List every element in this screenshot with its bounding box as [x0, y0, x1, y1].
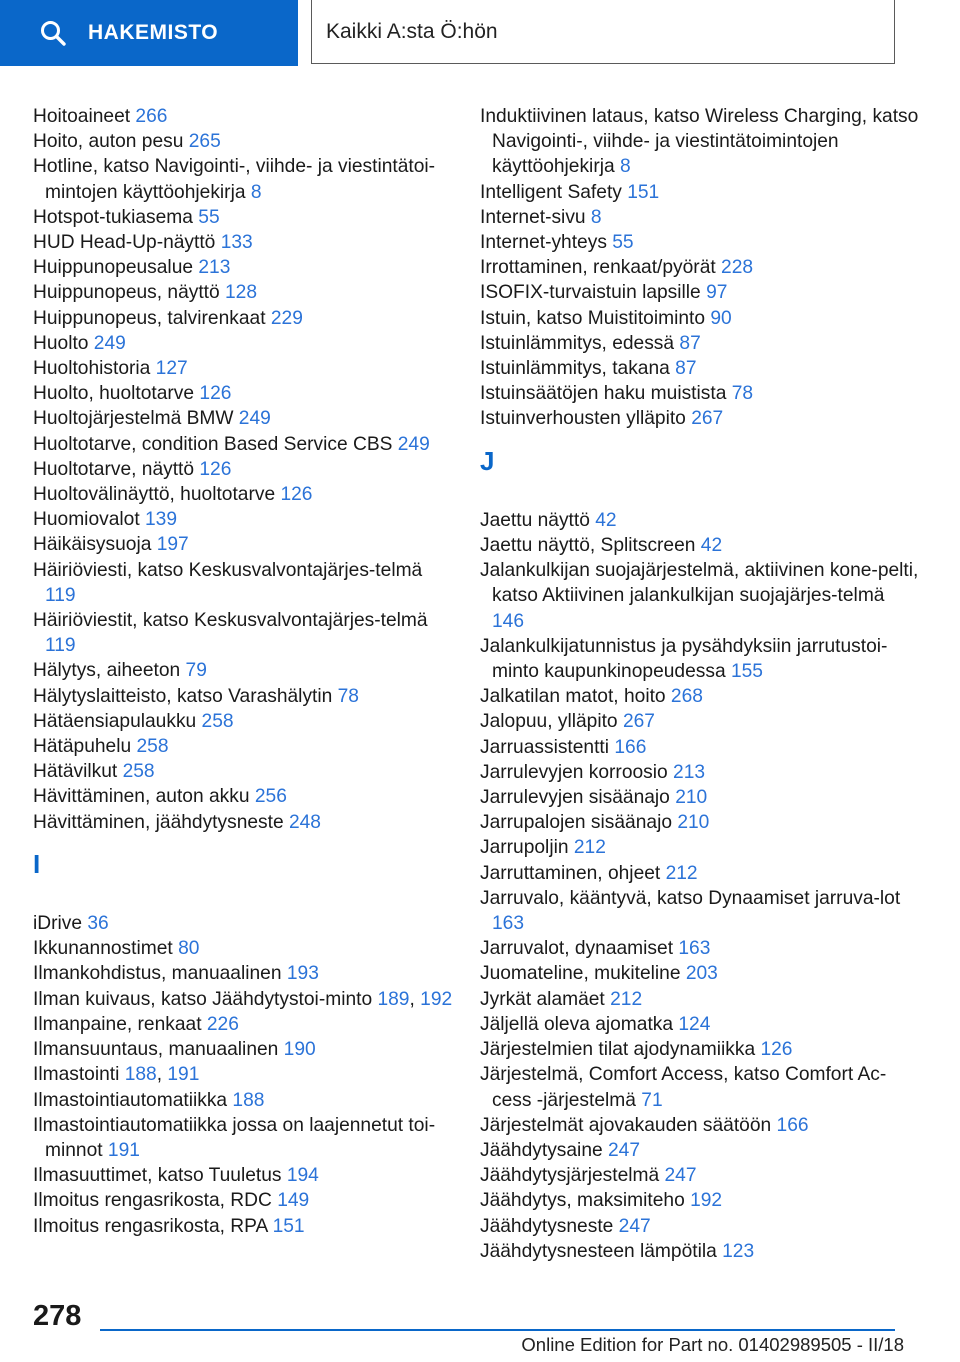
- breadcrumb-label: Kaikki A:sta Ö:hön: [326, 19, 498, 43]
- search-icon: [40, 20, 66, 46]
- page-separator: ,: [156, 1064, 168, 1086]
- index-entry: [33, 129, 453, 154]
- index-entry: [480, 205, 920, 230]
- index-entry-text: Istuinsäätöjen haku muistista: [480, 383, 732, 405]
- page-link[interactable]: 119: [45, 584, 76, 606]
- page-link[interactable]: 249: [238, 408, 271, 430]
- index-entry: [33, 1113, 453, 1163]
- page-link[interactable]: 247: [618, 1215, 651, 1237]
- index-entry-text: Jäähdytysneste: [480, 1215, 619, 1237]
- index-entry-text: Jäähdytysaine: [480, 1139, 608, 1161]
- page-link[interactable]: 212: [573, 837, 606, 859]
- index-entry-text: Jarrupalojen sisäänajo: [480, 812, 678, 834]
- page-link[interactable]: 268: [670, 686, 703, 708]
- index-entry-text: Jarruvalo, kääntyvä, katso Dynaamiset jarruva-lot: [480, 887, 901, 909]
- index-entry: [33, 810, 453, 835]
- index-entry-text: Jarrulevyjen korroosio: [480, 761, 674, 783]
- index-entry-text: Huippunopeus, näyttö: [33, 282, 226, 304]
- index-entry: [33, 306, 453, 331]
- index-entry: [480, 1138, 920, 1163]
- index-entry-text: Ilmastointiautomatiikka jossa on laajennetut toi-minnot: [33, 1114, 436, 1161]
- index-entry: [480, 684, 920, 709]
- page-link[interactable]: 229: [270, 307, 303, 329]
- index-entry: [33, 658, 453, 683]
- page-link[interactable]: 8: [619, 156, 631, 178]
- page-link[interactable]: 267: [691, 408, 724, 430]
- page-link[interactable]: 36: [87, 913, 109, 935]
- index-entry: [480, 735, 920, 760]
- index-entry: [33, 1012, 453, 1037]
- page-link[interactable]: 126: [199, 458, 232, 480]
- page-link[interactable]: 126: [760, 1039, 793, 1061]
- page-link[interactable]: 126: [280, 484, 313, 506]
- index-entry-text: Huolto: [33, 332, 94, 354]
- page-link[interactable]: 265: [188, 131, 221, 153]
- index-entry: [33, 911, 453, 936]
- index-entry-text: Jarruttaminen, ohjeet: [480, 862, 666, 884]
- index-entry: [480, 1239, 920, 1264]
- index-entry-text: Ilmankohdistus, manuaalinen: [33, 963, 287, 985]
- index-entry-text: iDrive: [33, 913, 88, 935]
- index-entry: [33, 331, 453, 356]
- page-link[interactable]: 194: [286, 1165, 319, 1187]
- index-entry: [33, 558, 453, 608]
- index-entry: [33, 432, 453, 457]
- page-link[interactable]: 203: [685, 963, 718, 985]
- page-link[interactable]: 213: [198, 257, 231, 279]
- index-entry: [480, 180, 920, 205]
- page-link[interactable]: 42: [700, 535, 723, 557]
- index-letter-heading: J: [480, 445, 495, 476]
- index-entry: [33, 255, 453, 280]
- index-entry-text: Hätäpuhelu: [33, 736, 137, 758]
- index-entry-text: Huoltojärjestelmä BMW: [33, 408, 239, 430]
- index-entry-text: Häiriöviestit, katso Keskusvalvontajärjes-telmä: [33, 610, 428, 632]
- index-entry-text: Huoltovälinäyttö, huoltotarve: [33, 484, 281, 506]
- index-entry: [33, 457, 453, 482]
- index-entry-text: Jarrupoljin: [480, 837, 574, 859]
- index-entry-text: Huolto, huoltotarve: [33, 383, 200, 405]
- page-link[interactable]: 247: [608, 1139, 641, 1161]
- index-column-left: [33, 104, 453, 1239]
- page-link[interactable]: 188: [124, 1064, 157, 1086]
- index-entry: [33, 532, 453, 557]
- index-entry-text: Ikkunannostimet: [33, 938, 179, 960]
- index-entry: [33, 1062, 453, 1087]
- index-entry: [480, 1037, 920, 1062]
- index-entry-text: Ilmasuuttimet, katso Tuuletus: [33, 1165, 287, 1187]
- index-entry-text: Huomiovalot: [33, 509, 145, 531]
- edition-footer: Online Edition for Part no. 01402989505 - II/18: [521, 1334, 904, 1355]
- index-entry-text: Jalankulkijan suojajärjestelmä, aktiivinen kone-pelti, katso Aktiivinen jalankulkijan suojajärjes-telmä: [480, 560, 919, 607]
- index-entry: [33, 406, 453, 431]
- index-entry-text: Huoltohistoria: [33, 358, 156, 380]
- page-link[interactable]: 126: [199, 383, 232, 405]
- index-entry: [33, 1088, 453, 1113]
- index-entry: [33, 381, 453, 406]
- index-entry: [480, 709, 920, 734]
- index-entry: [480, 381, 920, 406]
- page-link[interactable]: 127: [155, 358, 188, 380]
- index-entry: [480, 306, 920, 331]
- index-entry-text: Ilman kuivaus, katso Jäähdytystoi-minto: [33, 988, 378, 1010]
- page-link[interactable]: 163: [492, 913, 525, 935]
- index-entry-text: ISOFIX-turvaistuin lapsille: [480, 282, 707, 304]
- index-entry: [33, 936, 453, 961]
- page-link[interactable]: 124: [678, 1013, 711, 1035]
- index-entry: [33, 734, 453, 759]
- index-entry-text: Internet-sivu: [480, 206, 591, 228]
- index-entry: [480, 760, 920, 785]
- index-entry-text: Huoltotarve, condition Based Service CBS: [33, 433, 398, 455]
- index-entry-text: Ilmanpaine, renkaat: [33, 1013, 207, 1035]
- index-entry: [480, 785, 920, 810]
- index-entry: [480, 533, 920, 558]
- index-entry-text: Ilmansuuntaus, manuaalinen: [33, 1039, 284, 1061]
- index-entry: [33, 784, 453, 809]
- index-entry: [33, 987, 453, 1012]
- index-entry-text: Jäähdytys, maksimiteho: [480, 1190, 691, 1212]
- index-entry-text: Jäähdytysjärjestelmä: [480, 1165, 665, 1187]
- index-entry: [480, 861, 920, 886]
- page-link[interactable]: 133: [220, 232, 253, 254]
- page-link[interactable]: 42: [595, 509, 617, 531]
- index-entry: [33, 1163, 453, 1188]
- index-entry-text: Järjestelmä, Comfort Access, katso Comfort Ac-cess -järjestelmä: [480, 1064, 887, 1111]
- page-link[interactable]: 79: [185, 660, 207, 682]
- index-entry-text: Hävittäminen, jäähdytysneste: [33, 811, 289, 833]
- page-separator: ,: [409, 988, 421, 1010]
- index-entry-text: Hotspot-tukiasema: [33, 206, 199, 228]
- index-entry: [33, 961, 453, 986]
- index-entry-text: Hoito, auton pesu: [33, 131, 189, 153]
- index-entry-text: Jäähdytysnesteen lämpötila: [480, 1240, 723, 1262]
- page-link[interactable]: 258: [136, 736, 169, 758]
- index-entry-text: Istuin, katso Muistitoiminto: [480, 307, 711, 329]
- page-link[interactable]: 55: [198, 206, 220, 228]
- page-link[interactable]: 151: [272, 1215, 305, 1237]
- index-entry: [480, 280, 920, 305]
- index-entry: [480, 1012, 920, 1037]
- index-entry-text: Hotline, katso Navigointi-, viihde- ja viestintätoi-mintojen käyttöohjekirja: [33, 156, 436, 203]
- page-link[interactable]: 210: [677, 812, 710, 834]
- index-entry-text: Hätävilkut: [33, 761, 123, 783]
- index-entry: [480, 1062, 920, 1112]
- index-entry-text: Irrottaminen, renkaat/pyörät: [480, 257, 722, 279]
- index-entry: [480, 886, 920, 936]
- index-entry: [480, 634, 920, 684]
- page-link[interactable]: 258: [122, 761, 155, 783]
- index-entry: [480, 987, 920, 1012]
- index-entry-text: Hälytys, aiheeton: [33, 660, 186, 682]
- index-entry-text: Hälytyslaitteisto, katso Varashälytin: [33, 685, 338, 707]
- index-column-right: [480, 104, 920, 1264]
- page-link[interactable]: 258: [201, 710, 234, 732]
- page-link[interactable]: 267: [622, 711, 655, 733]
- index-entry-text: Induktiivinen lataus, katso Wireless Charging, katso Navigointi-, viihde- ja viestintätoimintojen käyttöohjekirja: [480, 106, 919, 178]
- page-link[interactable]: 55: [612, 232, 634, 254]
- page-link[interactable]: 78: [731, 383, 754, 405]
- index-entry: [33, 280, 453, 305]
- index-entry-text: Istuinlämmitys, takana: [480, 358, 676, 380]
- page-link[interactable]: 119: [45, 635, 76, 657]
- index-entry-text: Jarrulevyjen sisäänajo: [480, 787, 676, 809]
- index-entry: [33, 684, 453, 709]
- page-link[interactable]: 8: [250, 181, 262, 203]
- index-entry: [480, 558, 920, 634]
- index-entry-text: Ilmastointiautomatiikka: [33, 1089, 233, 1111]
- page-number: 278: [33, 1300, 82, 1332]
- page-link[interactable]: 80: [178, 938, 200, 960]
- page-link[interactable]: 128: [225, 282, 258, 304]
- top-bar: [0, 0, 960, 66]
- index-entry: [480, 1188, 920, 1213]
- page-link[interactable]: 90: [710, 307, 732, 329]
- index-entry: [480, 508, 920, 533]
- index-entry: [33, 482, 453, 507]
- page-link[interactable]: 146: [492, 610, 525, 632]
- page-link[interactable]: 78: [337, 685, 359, 707]
- index-entry: [480, 961, 920, 986]
- index-entry: [480, 1163, 920, 1188]
- page-link[interactable]: 71: [641, 1089, 663, 1111]
- page-link[interactable]: 163: [678, 938, 711, 960]
- page-link[interactable]: 228: [721, 257, 754, 279]
- page-link[interactable]: 248: [288, 811, 321, 833]
- index-entry: [33, 759, 453, 784]
- page-link[interactable]: 212: [665, 862, 698, 884]
- page-link[interactable]: 247: [664, 1165, 697, 1187]
- index-letter-heading: I: [33, 848, 41, 879]
- index-entry: [33, 154, 453, 204]
- index-entry-text: Jarruassistentti: [480, 736, 615, 758]
- index-entry: [480, 835, 920, 860]
- index-entry: [480, 104, 920, 180]
- index-entry-text: Juomateline, mukiteline: [480, 963, 686, 985]
- index-entry-text: Ilmastointi: [33, 1064, 125, 1086]
- index-entry: [33, 205, 453, 230]
- index-search-label: HAKEMISTO: [88, 21, 219, 44]
- index-entry: [33, 1037, 453, 1062]
- page-link[interactable]: 87: [675, 358, 697, 380]
- index-entry: [480, 810, 920, 835]
- index-search-button[interactable]: [0, 0, 298, 66]
- index-entry-text: Ilmoitus rengasrikosta, RDC: [33, 1190, 278, 1212]
- index-entry-text: Huippunopeus, talvirenkaat: [33, 307, 271, 329]
- index-entry-text: HUD Head-Up-näyttö: [33, 232, 221, 254]
- index-entry-text: Huoltotarve, näyttö: [33, 458, 200, 480]
- index-entry-text: Jäljellä oleva ajomatka: [480, 1013, 679, 1035]
- page-link[interactable]: 189: [377, 988, 410, 1010]
- index-entry-text: Häikäisysuoja: [33, 534, 157, 556]
- page-link[interactable]: 188: [232, 1089, 265, 1111]
- page-link[interactable]: 8: [590, 206, 602, 228]
- index-entry-text: Hävittäminen, auton akku: [33, 786, 255, 808]
- page-link[interactable]: 123: [722, 1240, 755, 1262]
- page-link[interactable]: 212: [610, 988, 643, 1010]
- index-entry-text: Istuinlämmitys, edessä: [480, 332, 680, 354]
- index-entry: [480, 230, 920, 255]
- index-entry: [480, 1214, 920, 1239]
- page-link[interactable]: 166: [776, 1114, 809, 1136]
- index-entry-text: Ilmoitus rengasrikosta, RPA: [33, 1215, 273, 1237]
- index-entry-text: Järjestelmät ajovakauden säätöön: [480, 1114, 777, 1136]
- page-link[interactable]: 193: [286, 963, 319, 985]
- index-entry: [480, 406, 920, 431]
- page-link[interactable]: 213: [673, 761, 706, 783]
- index-entry-text: Jarruvalot, dynaamiset: [480, 938, 679, 960]
- index-entry: [33, 230, 453, 255]
- page-link[interactable]: 191: [107, 1139, 140, 1161]
- index-entry: [33, 104, 453, 129]
- page-link[interactable]: 149: [277, 1190, 310, 1212]
- index-entry: [480, 331, 920, 356]
- page-link[interactable]: 256: [254, 786, 287, 808]
- page-link[interactable]: 210: [675, 787, 708, 809]
- index-entry-text: Jalankulkijatunnistus ja pysähdyksiin jarrutustoi-minto kaupunkinopeudessa: [480, 635, 888, 683]
- index-entry-text: Jyrkät alamäet: [480, 988, 611, 1010]
- index-entry-text: Jaettu näyttö, Splitscreen: [480, 535, 701, 557]
- index-entry-text: Hätäensiapulaukku: [33, 710, 202, 732]
- index-entry: [33, 1188, 453, 1213]
- index-entry: [33, 1214, 453, 1239]
- page-link[interactable]: 151: [627, 181, 660, 203]
- page-link[interactable]: 266: [135, 106, 168, 127]
- page-link[interactable]: 249: [397, 433, 430, 455]
- page-link[interactable]: 139: [144, 509, 177, 531]
- page-link[interactable]: 97: [706, 282, 728, 304]
- page-link[interactable]: 249: [93, 332, 126, 354]
- page-link[interactable]: 87: [679, 332, 701, 354]
- page-link[interactable]: 192: [420, 988, 453, 1010]
- breadcrumb[interactable]: [311, 0, 895, 64]
- page-link[interactable]: 190: [283, 1039, 316, 1061]
- page-link[interactable]: 226: [206, 1013, 239, 1035]
- index-entry-text: Järjestelmien tilat ajodynamiikka: [480, 1039, 761, 1061]
- footer-divider: [100, 1329, 895, 1331]
- page-link[interactable]: 191: [167, 1064, 200, 1086]
- index-entry: [480, 1113, 920, 1138]
- page-link[interactable]: 197: [156, 534, 189, 556]
- index-entry-text: Huippunopeusalue: [33, 257, 199, 279]
- page-link[interactable]: 166: [614, 736, 647, 758]
- index-entry: [480, 936, 920, 961]
- index-entry-text: Jaettu näyttö: [480, 509, 596, 531]
- index-entry: [33, 507, 453, 532]
- index-entry: [33, 709, 453, 734]
- index-entry-text: Hoitoaineet: [33, 106, 136, 127]
- index-entry-text: Häiriöviesti, katso Keskusvalvontajärjes-telmä: [33, 559, 423, 581]
- index-entry-text: Intelligent Safety: [480, 181, 628, 203]
- page-link[interactable]: 192: [690, 1190, 723, 1212]
- index-entry-text: Jalkatilan matot, hoito: [480, 686, 671, 708]
- index-entry: [33, 356, 453, 381]
- index-entry: [480, 356, 920, 381]
- index-entry-text: Jalopuu, ylläpito: [480, 711, 623, 733]
- page-link[interactable]: 155: [730, 661, 763, 683]
- index-entry-text: Internet-yhteys: [480, 232, 613, 254]
- index-entry: [480, 255, 920, 280]
- index-entry: [33, 608, 453, 658]
- index-entry-text: Istuinverhousten ylläpito: [480, 408, 692, 430]
